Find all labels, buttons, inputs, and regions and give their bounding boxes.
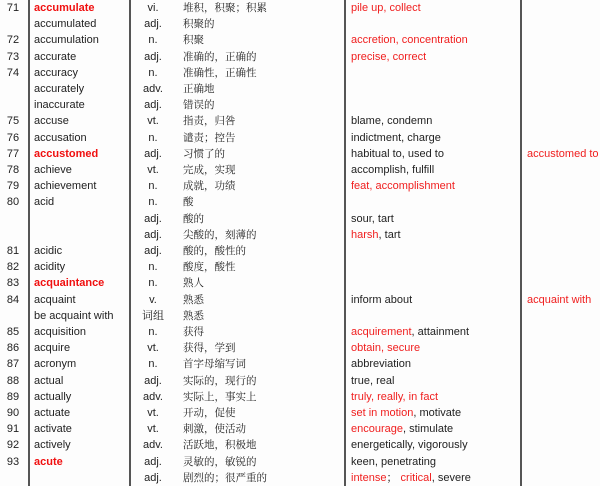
- chinese-meaning: 成就，功绩: [183, 180, 236, 193]
- entry-number: 84: [6, 293, 20, 306]
- synonym-segment: accretion, concentration: [351, 34, 468, 47]
- synonyms: [351, 49, 426, 65]
- entry-number: 89: [6, 390, 20, 403]
- headword: actuate: [34, 407, 71, 419]
- part-of-speech: vt.: [147, 423, 159, 436]
- synonyms: [351, 356, 411, 372]
- chinese-meaning: 酸: [183, 196, 194, 209]
- synonym-segment: set in motion: [351, 407, 414, 419]
- headword: activate: [34, 423, 72, 436]
- part-of-speech: vi.: [147, 2, 159, 14]
- headword: acquisition: [34, 326, 86, 338]
- chinese-meaning: 堆积，积聚；积累: [183, 2, 267, 14]
- part-of-speech: vt.: [147, 342, 159, 355]
- synonym-segment: acquirement: [351, 326, 412, 338]
- part-of-speech: adj.: [144, 245, 162, 257]
- part-of-speech: adj.: [144, 50, 162, 63]
- chinese-meaning: 活跃地，积极地: [183, 439, 257, 452]
- entry-number: 90: [6, 407, 20, 419]
- chinese-meaning: 酸的: [183, 212, 204, 225]
- headword: acidity: [34, 261, 66, 274]
- part-of-speech: vt.: [147, 164, 159, 176]
- synonyms: [351, 0, 421, 16]
- table-row: [0, 0, 600, 16]
- table-row: [0, 421, 600, 437]
- table-row: [0, 130, 600, 146]
- synonyms: [351, 421, 453, 437]
- synonyms: [351, 324, 469, 340]
- chinese-meaning: 获得: [183, 326, 204, 338]
- chinese-meaning: 首字母缩写词: [183, 358, 246, 371]
- chinese-meaning: 熟悉: [183, 309, 204, 322]
- part-of-speech: v.: [149, 293, 157, 306]
- table-row: [0, 259, 600, 275]
- chinese-meaning: 准确的，正确的: [183, 50, 257, 63]
- synonym-segment: precise, correct: [351, 50, 427, 63]
- entry-number: 78: [6, 164, 20, 176]
- part-of-speech: n.: [148, 196, 158, 209]
- synonyms: [351, 211, 394, 227]
- table-row: [0, 275, 600, 291]
- table-row: [0, 65, 600, 81]
- synonyms: [351, 405, 461, 421]
- chinese-meaning: 积聚的: [183, 18, 215, 31]
- part-of-speech: adj.: [144, 99, 162, 112]
- chinese-meaning: 实际上，事实上: [183, 390, 257, 403]
- part-of-speech: adj.: [144, 147, 162, 160]
- synonyms: [351, 292, 412, 308]
- headword: actual: [34, 374, 64, 387]
- entry-number: 85: [6, 326, 20, 338]
- part-of-speech: n.: [148, 277, 158, 290]
- chinese-meaning: 灵敏的，敏锐的: [183, 455, 257, 468]
- synonym-segment: pile up, collect: [351, 2, 421, 14]
- synonym-segment: truly, really, in fact: [351, 390, 439, 403]
- headword: acquire: [34, 342, 71, 355]
- headword: acquaintance: [34, 277, 105, 290]
- synonym-segment: accomplish, fulfill: [351, 164, 435, 176]
- entry-number: 74: [6, 66, 20, 79]
- table-row: [0, 16, 600, 32]
- headword: achievement: [34, 180, 97, 193]
- entry-number: 92: [6, 439, 20, 452]
- chinese-meaning: 错误的: [183, 99, 215, 112]
- table-row: [0, 373, 600, 389]
- synonym-segment: inform about: [351, 293, 413, 306]
- part-of-speech: adj.: [144, 18, 162, 31]
- table-row: [0, 81, 600, 97]
- part-of-speech: 词组: [142, 309, 164, 322]
- table-row: [0, 454, 600, 470]
- synonym-segment: encourage: [351, 423, 403, 436]
- entry-number: 83: [6, 277, 20, 290]
- part-of-speech: adv.: [143, 83, 163, 95]
- synonyms: [351, 113, 432, 129]
- part-of-speech: n.: [148, 326, 158, 338]
- part-of-speech: adv.: [143, 439, 163, 452]
- entry-number: 79: [6, 180, 20, 193]
- chinese-meaning: 正确地: [183, 83, 215, 95]
- entry-number: 72: [6, 34, 20, 47]
- table-row: [0, 113, 600, 129]
- synonym-segment: keen, penetrating: [351, 455, 437, 468]
- entry-number: 71: [6, 2, 20, 14]
- phrase: acquaint with: [527, 293, 592, 306]
- headword: accumulation: [34, 34, 99, 47]
- entry-number: 76: [6, 131, 20, 144]
- synonym-segment: , severe: [431, 471, 471, 484]
- chinese-meaning: 尖酸的，刻薄的: [183, 228, 257, 241]
- synonyms: [351, 227, 401, 243]
- synonym-segment: energetically, vigorously: [351, 439, 468, 452]
- chinese-meaning: 准确性，正确性: [183, 66, 257, 79]
- headword: actively: [34, 439, 71, 452]
- part-of-speech: n.: [148, 261, 158, 274]
- headword: acquaint: [34, 293, 76, 306]
- synonyms: [351, 373, 394, 389]
- table-row: [0, 470, 600, 486]
- chinese-meaning: 指责，归咎: [183, 115, 236, 128]
- chinese-meaning: 剧烈的；很严重的: [183, 471, 267, 484]
- headword: inaccurate: [34, 99, 85, 112]
- table-row: [0, 211, 600, 227]
- synonym-segment: ；: [386, 471, 401, 484]
- synonym-segment: , attainment: [411, 326, 470, 338]
- table-row: [0, 178, 600, 194]
- table-row: [0, 405, 600, 421]
- headword: accustomed: [34, 147, 99, 160]
- entry-number: 88: [6, 374, 20, 387]
- chinese-meaning: 开动，促使: [183, 407, 236, 419]
- synonym-segment: , tart: [378, 228, 401, 241]
- synonyms: [351, 437, 468, 453]
- table-row: [0, 32, 600, 48]
- table-row: [0, 49, 600, 65]
- synonym-segment: sour, tart: [351, 212, 394, 225]
- part-of-speech: n.: [148, 34, 158, 47]
- table-row: [0, 162, 600, 178]
- synonym-segment: indictment, charge: [351, 131, 441, 144]
- headword: acronym: [34, 358, 77, 371]
- part-of-speech: n.: [148, 180, 158, 193]
- synonyms: [351, 389, 438, 405]
- headword: acute: [34, 455, 63, 468]
- chinese-meaning: 实际的，现行的: [183, 374, 257, 387]
- phrase: accustomed to: [527, 147, 599, 160]
- part-of-speech: n.: [148, 131, 158, 144]
- chinese-meaning: 习惯了的: [183, 147, 225, 160]
- headword: accurately: [34, 83, 85, 95]
- part-of-speech: vt.: [147, 115, 159, 128]
- synonym-segment: , motivate: [413, 407, 462, 419]
- part-of-speech: adj.: [144, 471, 162, 484]
- chinese-meaning: 熟人: [183, 277, 204, 290]
- chinese-meaning: 刺激，使活动: [183, 423, 246, 436]
- table-row: [0, 356, 600, 372]
- headword: accusation: [34, 131, 87, 144]
- table-row: [0, 194, 600, 210]
- synonyms: [351, 146, 444, 162]
- chinese-meaning: 获得，学到: [183, 342, 236, 355]
- entry-number: 87: [6, 358, 20, 371]
- part-of-speech: n.: [148, 358, 158, 371]
- headword: acidic: [34, 245, 63, 257]
- entry-number: 86: [6, 342, 20, 355]
- table-row: [0, 308, 600, 324]
- chinese-meaning: 酸度，酸性: [183, 261, 236, 274]
- synonyms: [351, 162, 434, 178]
- part-of-speech: adj.: [144, 455, 162, 468]
- chinese-meaning: 谴责；控告: [183, 131, 236, 144]
- table-row: [0, 97, 600, 113]
- synonym-segment: blame, condemn: [351, 115, 433, 128]
- part-of-speech: n.: [148, 66, 158, 79]
- entry-number: 82: [6, 261, 20, 274]
- headword: actually: [34, 390, 72, 403]
- synonym-segment: feat, accomplishment: [351, 180, 455, 193]
- synonym-segment: intense: [351, 471, 387, 484]
- synonyms: [351, 470, 471, 486]
- table-row: [0, 340, 600, 356]
- part-of-speech: vt.: [147, 407, 159, 419]
- chinese-meaning: 熟悉: [183, 293, 204, 306]
- entry-number: 93: [6, 455, 20, 468]
- entry-number: 73: [6, 50, 20, 63]
- synonyms: [351, 340, 420, 356]
- entry-number: 75: [6, 115, 20, 128]
- synonym-segment: obtain, secure: [351, 342, 421, 355]
- headword: accuse: [34, 115, 69, 128]
- entry-number: 91: [6, 423, 20, 436]
- synonym-segment: , stimulate: [403, 423, 454, 436]
- headword: accumulate: [34, 2, 95, 14]
- part-of-speech: adj.: [144, 374, 162, 387]
- headword: accuracy: [34, 66, 79, 79]
- synonyms: [351, 130, 441, 146]
- chinese-meaning: 酸的，酸性的: [183, 245, 246, 257]
- synonym-segment: critical: [400, 471, 432, 484]
- table-row: [0, 437, 600, 453]
- table-row: [0, 292, 600, 308]
- synonym-segment: harsh: [351, 228, 379, 241]
- headword: acid: [34, 196, 55, 209]
- synonyms: [351, 32, 468, 48]
- table-row: [0, 324, 600, 340]
- synonym-segment: habitual to, used to: [351, 147, 444, 160]
- headword: achieve: [34, 164, 72, 176]
- synonym-segment: abbreviation: [351, 358, 411, 371]
- chinese-meaning: 完成，实现: [183, 164, 236, 176]
- part-of-speech: adj.: [144, 212, 162, 225]
- table-row: [0, 389, 600, 405]
- synonyms: [351, 178, 455, 194]
- entry-number: 80: [6, 196, 20, 209]
- part-of-speech: adj.: [144, 228, 162, 241]
- headword: be acquaint with: [34, 309, 114, 322]
- part-of-speech: adv.: [143, 390, 163, 403]
- table-row: [0, 227, 600, 243]
- table-row: [0, 146, 600, 162]
- synonyms: [351, 454, 436, 470]
- chinese-meaning: 积聚: [183, 34, 204, 47]
- synonym-segment: true, real: [351, 374, 395, 387]
- entry-number: 81: [6, 245, 20, 257]
- headword: accurate: [34, 50, 77, 63]
- headword: accumulated: [34, 18, 97, 31]
- entry-number: 77: [6, 147, 20, 160]
- table-row: [0, 243, 600, 259]
